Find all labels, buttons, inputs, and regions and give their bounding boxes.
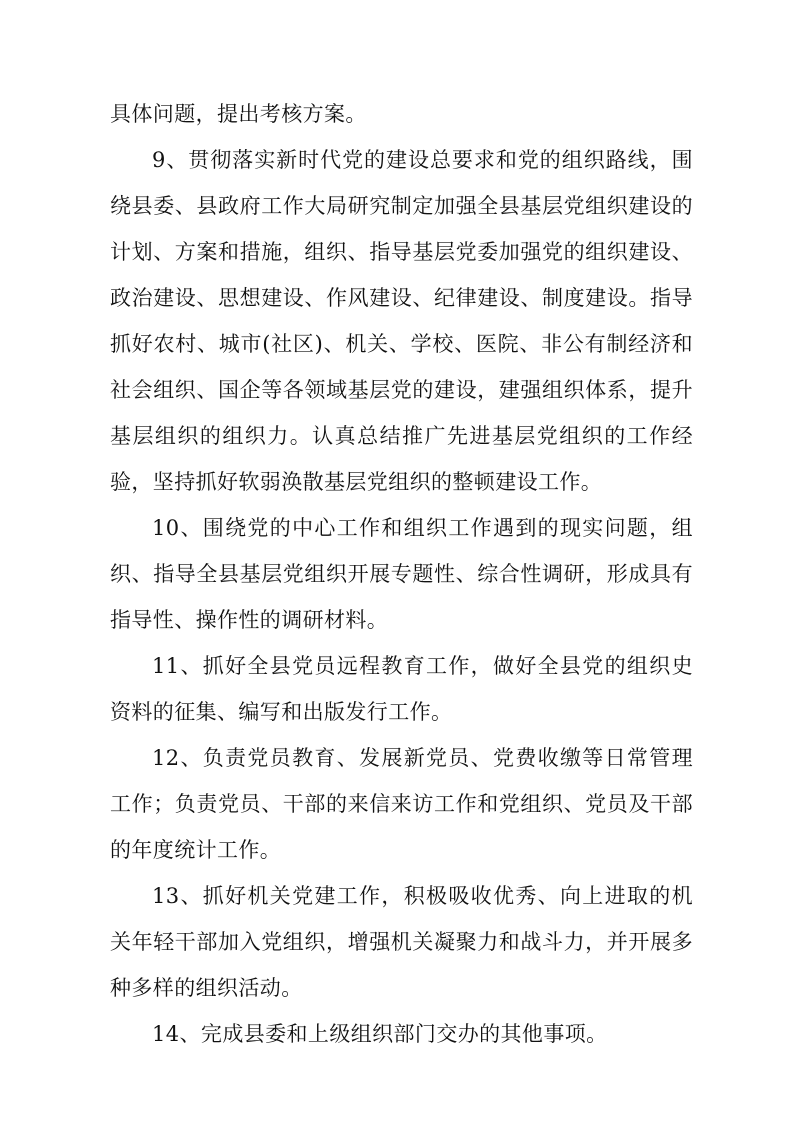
paragraph-item-13: 13、抓好机关党建工作，积极吸收优秀、向上进取的机关年轻干部加入党组织，增强机关凝聚力和战斗力，并开展多种多样的组织活动。	[110, 884, 693, 1000]
paragraph-item-11: 11、抓好全县党员远程教育工作，做好全县党的组织史资料的征集、编写和出版发行工作。	[110, 654, 693, 724]
paragraph-continuation: 具体问题，提出考核方案。	[110, 102, 367, 126]
document-body	[110, 91, 693, 1057]
paragraph-item-9: 9、贯彻落实新时代党的建设总要求和党的组织路线，围绕县委、县政府工作大局研究制定加强全县基层党组织建设的计划、方案和措施，组织、指导基层党委加强党的组织建设、政治建设、思想建设、作风建设、纪律建设、制度建设。指导抓好农村、城市(社区)、机关、学校、医院、非公有制经济和社会组织、国企等各领域基层党的建设，建强组织体系，提升基层组织的组织力。认真总结推广先进基层党组织的工作经验，坚持抓好软弱涣散基层党组织的整顿建设工作。	[110, 148, 693, 494]
paragraph-item-14: 14、完成县委和上级组织部门交办的其他事项。	[152, 1022, 608, 1046]
paragraph-item-10: 10、围绕党的中心工作和组织工作遇到的现实问题，组织、指导全县基层党组织开展专题性、综合性调研，形成具有指导性、操作性的调研材料。	[110, 516, 693, 632]
paragraph-item-12: 12、负责党员教育、发展新党员、党费收缴等日常管理工作；负责党员、干部的来信来访工作和党组织、党员及干部的年度统计工作。	[110, 746, 693, 862]
